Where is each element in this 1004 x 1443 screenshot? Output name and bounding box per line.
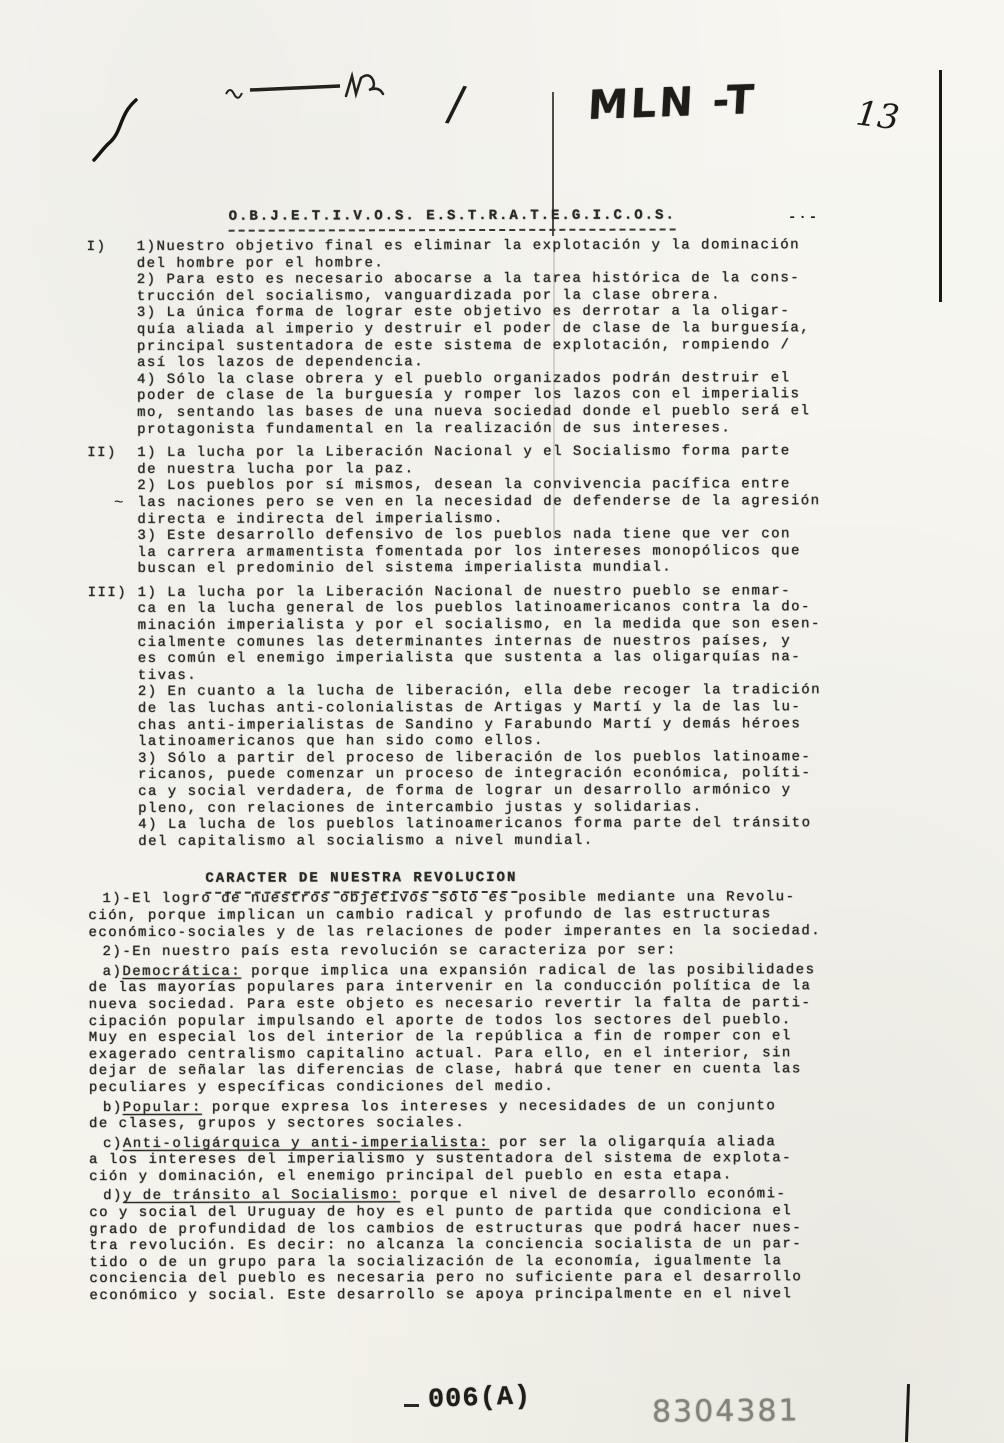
- sections: [87, 237, 899, 850]
- section-item: 3) Este desarrollo defensivo de los pueblos nada tiene que ver con la carrera armamentista fomentada por los intereses monopólicos que buscan el predominio del sistema imperialista mundial.: [137, 526, 801, 578]
- section-item: 4) Sólo la clase obrera y el pueblo organizados podrán destruir el poder de clase de la burguesía y romper los lazos con el imperialis mo, sentando las bases de una nueva sociedad donde el pueblo será el protagonista fundamental en la realización de sus intereses.: [136, 369, 811, 438]
- section-item: 3) La única forma de lograr este objetivo es derrotar a la oligar- quía aliada al imperio y destruir el poder de clase de la burguesía, principal sustentadora de este sistema de explotación, rompiendo / así los lazos de dependencia.: [136, 303, 811, 372]
- paragraph-text: porque el nivel de desarrollo económi- co y social del Uruguay de hoy es el punto de partida que condiciona el grado de profundidad de los cambios de estructuras que podrá hacer nues- tra revolución. Es decir: no alcanza la conciencia socialista de un par- tido o de un grupo para la socialización de la economía, igualmente la conciencia del pueblo es necesaria pero no suficiente para el desarrollo económico y social. Este desarrollo se apoya principalmente en el nivel: [89, 1186, 803, 1305]
- paragraph-text: porque expresa los intereses y necesidades de un conjunto de clases, grupos y sectores sociales.: [88, 1097, 777, 1133]
- section: [87, 237, 898, 438]
- revolution-paragraph: [89, 962, 899, 1097]
- paragraph-text: El logro de nuestros objetivos sólo es posible mediante una Revolu- ción, porque implican un cambio radical y profundo de las estructuras económico-sociales y de las relaciones de poder imperantes en la sociedad.: [88, 889, 822, 941]
- section-item: 2) Los pueblos por sí mismos, desean la convivencia pacífica entre las naciones pero se ven en la necesidad de defenderse de la agresión directa e indirecta del imperialismo.: [137, 476, 821, 528]
- section-item: 3) Sólo a partir del proceso de liberación de los pueblos latinoame- ricanos, puede comenzar un proceso de integración económica, políti- ca y social verdadera, de forma de lograr un desarrollo armónico y pleno, con relaciones de intercambio justas y solidarias.: [137, 748, 812, 817]
- handwritten-page-number: 13: [853, 93, 902, 139]
- section-item: 1) La lucha por la Liberación Nacional y el Socialismo forma parte de nuestra lucha por la paz.: [137, 443, 791, 478]
- scribble-mark: [222, 68, 397, 110]
- paragraph-text: por ser la oligarquía aliada a los intereses del imperialismo y sustentadora del sistema de explota- ción y dominación, el enemigo principal del pueblo en esta etapa.: [89, 1133, 793, 1185]
- bottom-right-edge-line: [905, 1384, 910, 1442]
- section-items: [137, 237, 898, 438]
- archive-stamp-number: 8304381: [651, 1393, 800, 1430]
- paragraph-lead: Anti-oligárquica y anti-imperialista:: [122, 1134, 490, 1152]
- paragraph-lead: Popular:: [122, 1099, 202, 1116]
- paragraph-label: a): [102, 963, 123, 980]
- margin-tilde-mark: ~: [114, 494, 124, 512]
- revolution: [88, 889, 899, 1304]
- section: [87, 443, 897, 578]
- section: [88, 583, 899, 851]
- mln-t-handwritten-label: MLN -T: [586, 76, 758, 130]
- section-items: [137, 443, 897, 578]
- revolution-paragraph: [89, 1097, 899, 1132]
- revolution-paragraph: [88, 889, 898, 941]
- footer-dash-mark: [404, 1404, 419, 1407]
- section-items: [138, 583, 899, 850]
- footer-code: 006(A): [427, 1382, 532, 1416]
- section-item: 1)Nuestro objetivo final es eliminar la explotación y la dominación del hombre por el hombre.: [136, 237, 801, 272]
- paragraph-label: 1)-: [102, 891, 133, 908]
- handwritten-slash-mark: /: [443, 75, 469, 133]
- title-side-mark: -·-: [788, 210, 820, 226]
- document-body: [87, 207, 900, 1308]
- section-item: 1) La lucha por la Liberación Nacional de nuestro pueblo se enmar- ca en la lucha general de los pueblos latinoamericanos contra la do- minación imperialista y por el socialismo, en la medida que son esen- cialmente comunes las determinantes internas de nuestros países, y es común el enemigo imperialista que sustenta a las oligarquías na- tivas.: [137, 583, 821, 684]
- paragraph-label: 2)-: [102, 944, 133, 961]
- paragraph-lead: y de tránsito al Socialismo:: [122, 1187, 401, 1205]
- revolution-paragraph: [88, 942, 898, 961]
- section-label: III): [87, 584, 128, 601]
- section-item: 2) En cuanto a la lucha de liberación, ella debe recoger la tradición de las luchas anti-colonialistas de Artigas y Martí y la de las lu- chas anti-imperialistas de Sandino y Farabundo Martí y demás héroes latinoamericanos que han sido como ellos.: [137, 682, 822, 751]
- paragraph-label: c): [102, 1135, 123, 1152]
- section-item: 4) La lucha de los pueblos latinoamericanos forma parte del tránsito del capitalismo al socialismo a nivel mundial.: [138, 815, 812, 850]
- paragraph-label: d): [103, 1188, 123, 1205]
- section-label: I): [86, 239, 107, 256]
- revolution-paragraph: [89, 1186, 899, 1304]
- paragraph-lead: Democrática:: [122, 963, 242, 980]
- paragraph-text: En nuestro país esta revolución se caracteriza por ser:: [132, 942, 677, 961]
- title-row: [87, 207, 897, 239]
- heading2-row: [88, 855, 898, 891]
- section-heading-caracter: CARACTER DE NUESTRA REVOLUCION: [205, 870, 517, 893]
- document-title: O.B.J.E.T.I.V.O.S. E.S.T.R.A.T.E.G.I.C.O.S.: [229, 208, 676, 232]
- section-label: II): [87, 445, 117, 462]
- paragraph-label: b): [102, 1099, 123, 1116]
- section-item: 2) Para esto es necesario abocarse a la tarea histórica de la cons- trucción del socialismo, vanguardizada por la clase obrera.: [136, 270, 801, 305]
- revolution-paragraph: [89, 1134, 899, 1186]
- handwritten-stroke-mark: [92, 98, 144, 162]
- paragraph-text: porque implica una expansión radical de las posibilidades de las mayorías populares para intervenir en la conducción política de la nueva sociedad. Para este objeto es necesario revertir la falta de parti- cipación popular impulsando el aporte de todos los sectores del pueblo. Muy en especial los del interior de la república a fin de romper con el exagerado centralismo capitalino actual. Para ello, en el interior, sin dejar de señalar las diferencias de clase, habrá que tener en cuenta las peculiares y específicas condiciones del medio.: [88, 961, 816, 1096]
- right-edge-line: [939, 70, 942, 302]
